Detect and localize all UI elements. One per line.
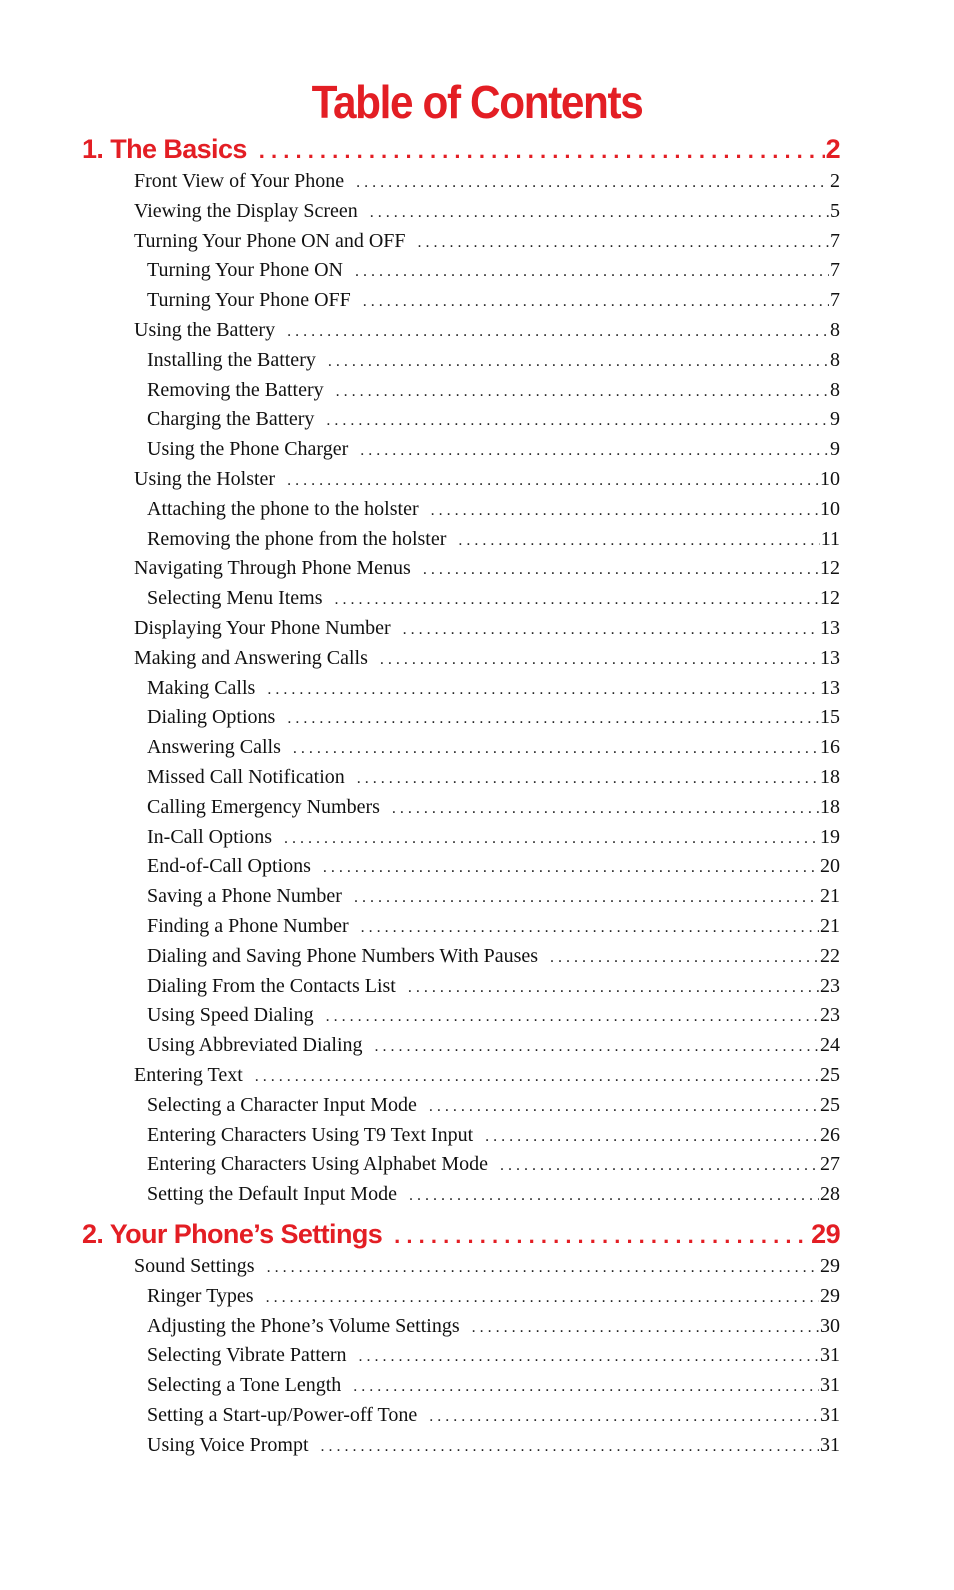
page-number: 18 [820,796,840,818]
page-number: 10 [820,498,840,520]
toc-entry[interactable] [147,911,840,941]
page-number: 21 [820,915,840,937]
toc-entry[interactable] [147,822,840,852]
toc-entry[interactable] [147,971,840,1001]
dot-leader [361,913,819,943]
entry-title: Selecting Vibrate Pattern [147,1344,347,1366]
entry-title: Turning Your Phone ON [147,259,343,281]
dot-leader [259,132,825,170]
dot-leader [326,1002,819,1032]
toc-entry[interactable] [147,255,840,285]
entry-title: Turning Your Phone OFF [147,289,351,311]
page-number: 7 [830,230,840,252]
dot-leader [485,1122,819,1152]
toc-entry[interactable] [147,941,840,971]
page-number: 10 [820,468,840,490]
dot-leader [500,1151,819,1181]
dot-leader [375,1032,819,1062]
chapter-title: 1. The Basics [82,134,247,164]
page-number: 21 [820,885,840,907]
entry-title: Using Abbreviated Dialing [147,1034,363,1056]
toc-entry[interactable] [147,1090,840,1120]
page-number: 25 [820,1064,840,1086]
toc-entry[interactable] [147,1030,840,1060]
toc-entry[interactable] [147,1430,840,1460]
entry-title: Using Voice Prompt [147,1434,309,1456]
dot-leader [255,1062,819,1092]
entry-title: Removing the phone from the holster [147,528,447,550]
toc-entry[interactable] [147,524,840,554]
toc-entry[interactable] [147,702,840,732]
entry-title: Front View of Your Phone [134,170,345,192]
entry-title: Making and Answering Calls [134,647,368,669]
dot-leader [355,257,829,287]
page-number: 2 [825,134,840,164]
dot-leader [380,645,819,675]
page-number: 29 [811,1219,840,1249]
entry-title: Setting the Default Input Mode [147,1183,397,1205]
toc-entry[interactable] [147,851,840,881]
dot-leader [431,496,819,526]
dot-leader [267,1253,819,1283]
toc-entry[interactable] [147,1311,840,1341]
entry-title: Selecting a Tone Length [147,1374,342,1396]
entry-title: Using Speed Dialing [147,1004,314,1026]
dot-leader [336,377,829,407]
dot-leader [326,406,829,436]
dot-leader [408,973,819,1003]
entry-title: In-Call Options [147,826,272,848]
page-number: 26 [820,1124,840,1146]
chapter-title: 2. Your Phone’s Settings [82,1219,383,1249]
dot-leader [360,436,829,466]
page-number: 29 [820,1285,840,1307]
dot-leader [266,1283,819,1313]
entry-title: Viewing the Display Screen [134,200,358,222]
chapter-heading[interactable] [82,1215,840,1253]
dot-leader [357,764,819,794]
dot-leader [394,1217,810,1255]
page-number: 31 [820,1344,840,1366]
toc-entry[interactable] [147,762,840,792]
entry-title: Charging the Battery [147,408,315,430]
toc-entry[interactable] [134,643,840,673]
page-number: 7 [830,289,840,311]
toc-entry[interactable] [147,1340,840,1370]
dot-leader [287,317,829,347]
page-number: 2 [830,170,840,192]
page-number: 7 [830,259,840,281]
dot-leader [354,883,819,913]
page-number: 12 [820,587,840,609]
dot-leader [358,1342,819,1372]
toc-entry[interactable] [134,226,840,256]
entry-title: Ringer Types [147,1285,254,1307]
page-number: 5 [830,200,840,222]
entry-title: Removing the Battery [147,379,324,401]
page-number: 16 [820,736,840,758]
dot-leader [356,168,829,198]
page-number: 20 [820,855,840,877]
page-number: 13 [820,677,840,699]
page-number: 15 [820,706,840,728]
entry-title: Finding a Phone Number [147,915,349,937]
dot-leader [458,526,819,556]
toc-entry[interactable] [147,1000,840,1030]
entry-title: Navigating Through Phone Menus [134,557,411,579]
page-number: 28 [820,1183,840,1205]
toc-entry[interactable] [134,613,840,643]
page-number: 19 [820,826,840,848]
toc-entry[interactable] [147,494,840,524]
toc-entry[interactable] [147,1400,840,1430]
dot-leader [353,1372,819,1402]
toc-entry[interactable] [147,732,840,762]
toc-entry[interactable] [147,434,840,464]
toc-entry[interactable] [147,285,840,315]
dot-leader [550,943,819,973]
toc-entry[interactable] [147,881,840,911]
entry-title: Setting a Start-up/Power-off Tone [147,1404,418,1426]
toc-entry[interactable] [134,196,840,226]
page-number: 23 [820,1004,840,1026]
entry-title: Dialing Options [147,706,276,728]
chapter-heading[interactable] [82,130,840,168]
page-number: 24 [820,1034,840,1056]
page-number: 18 [820,766,840,788]
toc-entry[interactable] [134,1251,840,1281]
entry-title: Using the Holster [134,468,276,490]
page-number: 12 [820,557,840,579]
entry-title: Dialing and Saving Phone Numbers With Pauses [147,945,539,967]
page-number: 13 [820,647,840,669]
entry-title: End-of-Call Options [147,855,311,877]
toc-entry[interactable] [147,375,840,405]
page-number: 27 [820,1153,840,1175]
entry-title: Sound Settings [134,1255,255,1277]
entry-title: Selecting a Character Input Mode [147,1094,417,1116]
dot-leader [403,615,819,645]
entry-title: Adjusting the Phone’s Volume Settings [147,1315,460,1337]
toc-entry[interactable] [147,345,840,375]
entry-title: Answering Calls [147,736,281,758]
dot-leader [418,228,829,258]
entry-title: Entering Characters Using Alphabet Mode [147,1153,489,1175]
entry-title: Dialing From the Contacts List [147,975,396,997]
toc-entry[interactable] [147,1179,840,1209]
dot-leader [287,704,819,734]
dot-leader [429,1402,819,1432]
page-number: 23 [820,975,840,997]
dot-leader [284,824,819,854]
dot-leader [293,734,819,764]
entry-title: Selecting Menu Items [147,587,323,609]
page-number: 13 [820,617,840,639]
entry-title: Using the Battery [134,319,276,341]
entry-title: Entering Text [134,1064,243,1086]
page-number: 22 [820,945,840,967]
toc-entry[interactable] [134,166,840,196]
toc-entry[interactable] [134,553,840,583]
dot-leader [423,555,819,585]
page-number: 8 [830,319,840,341]
page-title: Table of Contents [311,76,643,128]
entry-title: Attaching the phone to the holster [147,498,419,520]
page-number: 11 [820,528,840,550]
page-number: 8 [830,349,840,371]
page-number: 8 [830,379,840,401]
page-number: 31 [820,1404,840,1426]
entry-title: Turning Your Phone ON and OFF [134,230,406,252]
entry-title: Installing the Battery [147,349,316,371]
dot-leader [370,198,829,228]
toc-entry[interactable] [147,583,840,613]
dot-leader [287,466,819,496]
page-number: 30 [820,1315,840,1337]
dot-leader [409,1181,819,1211]
dot-leader [321,1432,820,1462]
page-number: 9 [830,408,840,430]
toc-entry[interactable] [147,1149,840,1179]
entry-title: Displaying Your Phone Number [134,617,391,639]
toc-entry[interactable] [147,1120,840,1150]
dot-leader [323,853,819,883]
dot-leader [328,347,829,377]
toc-entry[interactable] [147,404,840,434]
entry-title: Making Calls [147,677,256,699]
dot-leader [472,1313,819,1343]
entry-title: Entering Characters Using T9 Text Input [147,1124,474,1146]
page-number: 31 [820,1374,840,1396]
dot-leader [363,287,829,317]
dot-leader [392,794,819,824]
toc-entry[interactable] [147,1281,840,1311]
entry-title: Saving a Phone Number [147,885,342,907]
toc-entry[interactable] [134,315,840,345]
dot-leader [335,585,819,615]
page-number: 9 [830,438,840,460]
toc-entry[interactable] [147,792,840,822]
toc-entry[interactable] [134,1060,840,1090]
dot-leader [267,675,819,705]
toc-entry[interactable] [147,673,840,703]
page-number: 25 [820,1094,840,1116]
page-number: 29 [820,1255,840,1277]
toc-entry[interactable] [134,464,840,494]
dot-leader [429,1092,819,1122]
entry-title: Calling Emergency Numbers [147,796,380,818]
page-number: 31 [820,1434,840,1456]
entry-title: Using the Phone Charger [147,438,349,460]
toc-entry[interactable] [147,1370,840,1400]
entry-title: Missed Call Notification [147,766,345,788]
